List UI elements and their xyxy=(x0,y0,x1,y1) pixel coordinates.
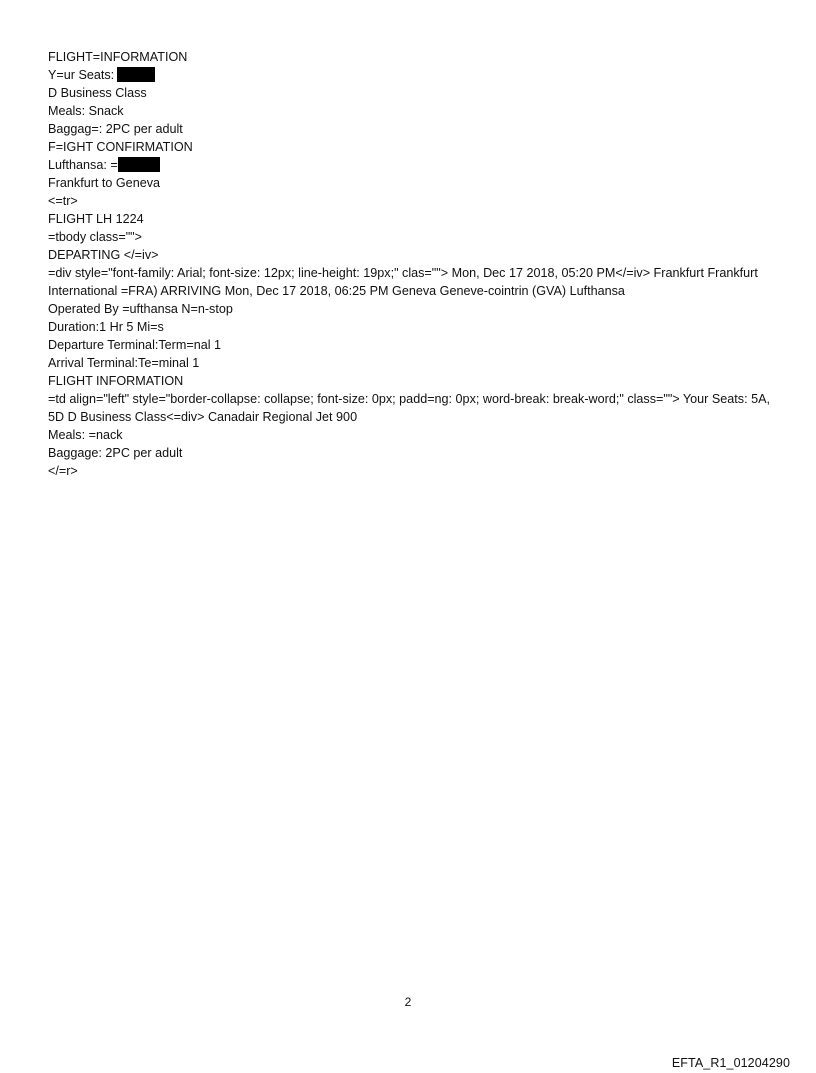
text-line: Meals: Snack xyxy=(48,104,124,118)
bates-number: EFTA_R1_01204290 xyxy=(671,1056,790,1070)
text-line: Lufthansa: = xyxy=(48,158,118,172)
text-line: <=tr> xyxy=(48,194,78,208)
redaction-box xyxy=(118,157,160,172)
text-line: Y=ur Seats: xyxy=(48,68,115,82)
text-line: F=IGHT CONFIRMATION xyxy=(48,140,193,154)
text-line: Arrival Terminal:Te=minal 1 xyxy=(48,356,200,370)
text-line: </=r> xyxy=(48,464,78,478)
text-line: Frankfurt to Geneva xyxy=(48,176,160,190)
text-paragraph: =td align="left" style="border-collapse: collapse; font-size: 0px; padd=ng: 0px; word-break: break-word;" class=""> Your Seats: 5A, 5D D Business Class<=div> Canadair Regional Jet 900 xyxy=(48,392,770,424)
text-line: Baggage: 2PC per adult xyxy=(48,446,183,460)
text-line: Meals: =nack xyxy=(48,428,123,442)
text-line: FLIGHT INFORMATION xyxy=(48,374,184,388)
text-line: Operated By =ufthansa N=n-stop xyxy=(48,302,233,316)
text-paragraph: =div style="font-family: Arial; font-size: 12px; line-height: 19px;" clas=""> Mon, Dec 17 2018, 05:20 PM</=iv> Frankfurt Frankfurt International =FRA) ARRIVING Mon, Dec 17 2018, 06:25 PM Geneva Geneve-cointrin (GVA) Lufthansa xyxy=(48,266,758,298)
document-body xyxy=(48,48,770,480)
text-line-with-redaction xyxy=(48,66,770,84)
redaction-box xyxy=(117,67,155,82)
text-line: Departure Terminal:Term=nal 1 xyxy=(48,338,222,352)
text-line: D Business Class xyxy=(48,86,147,100)
text-line: Duration:1 Hr 5 Mi=s xyxy=(48,320,164,334)
text-line: =tbody class=""> xyxy=(48,230,143,244)
text-line-with-redaction xyxy=(48,156,770,174)
text-line: Baggag=: 2PC per adult xyxy=(48,122,183,136)
text-line: FLIGHT LH 1224 xyxy=(48,212,144,226)
page-number: 2 xyxy=(404,995,412,1009)
text-line: FLIGHT=INFORMATION xyxy=(48,50,188,64)
text-line: DEPARTING </=iv> xyxy=(48,248,159,262)
